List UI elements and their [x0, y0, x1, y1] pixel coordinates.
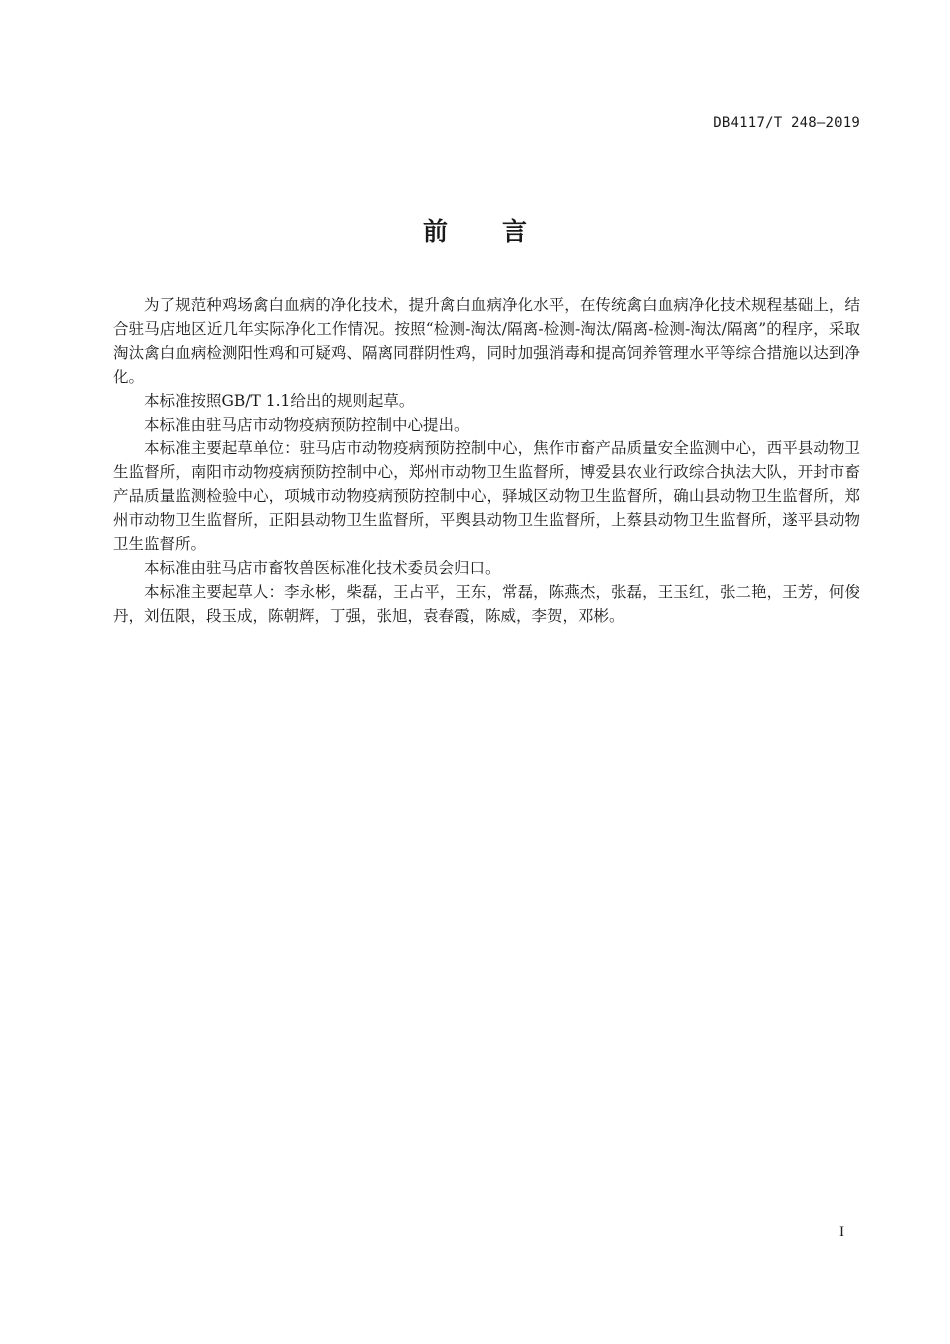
paragraph-proposer: 本标准由驻马店市动物疫病预防控制中心提出。 — [144, 415, 470, 434]
page-title: 前言 — [422, 217, 581, 246]
paragraph-centralized-unit: 本标准由驻马店市畜牧兽医标准化技术委员会归口。 — [144, 558, 501, 577]
foreword-body — [113, 294, 860, 629]
page-number: I — [839, 1224, 844, 1240]
paragraph-purpose: 为了规范种鸡场禽白血病的净化技术，提升禽白血病净化水平，在传统禽白血病净化技术规程基础上，结合驻马店地区近几年实际净化工作情况。按照“检测-淘汰/隔离-检测-淘汰/隔离-检测-淘汰/隔离”的程序，采取淘汰禽白血病检测阳性鸡和可疑鸡、隔离同群阴性鸡，同时加强消毒和提高饲养管理水平等综合措施以达到净化。 — [113, 296, 860, 386]
paragraph-drafting-units: 本标准主要起草单位：驻马店市动物疫病预防控制中心，焦作市畜产品质量安全监测中心，西平县动物卫生监督所，南阳市动物疫病预防控制中心，郑州市动物卫生监督所，博爱县农业行政综合执法大队，开封市畜产品质量监测检验中心，项城市动物疫病预防控制中心，驿城区动物卫生监督所，确山县动物卫生监督所，郑州市动物卫生监督所，正阳县动物卫生监督所，平舆县动物卫生监督所，上蔡县动物卫生监督所，遂平县动物卫生监督所。 — [113, 439, 860, 554]
standard-code: DB4117/T 248—2019 — [713, 115, 860, 131]
paragraph-drafters: 本标准主要起草人：李永彬，柴磊，王占平，王东，常磊，陈燕杰，张磊，王玉红，张二艳，王芳，何俊丹，刘伍限，段玉成，陈朝辉，丁强，张旭，袁春霞，陈威，李贺，邓彬。 — [113, 582, 860, 625]
paragraph-drafting-rules: 本标准按照GB/T 1.1给出的规则起草。 — [144, 391, 415, 410]
